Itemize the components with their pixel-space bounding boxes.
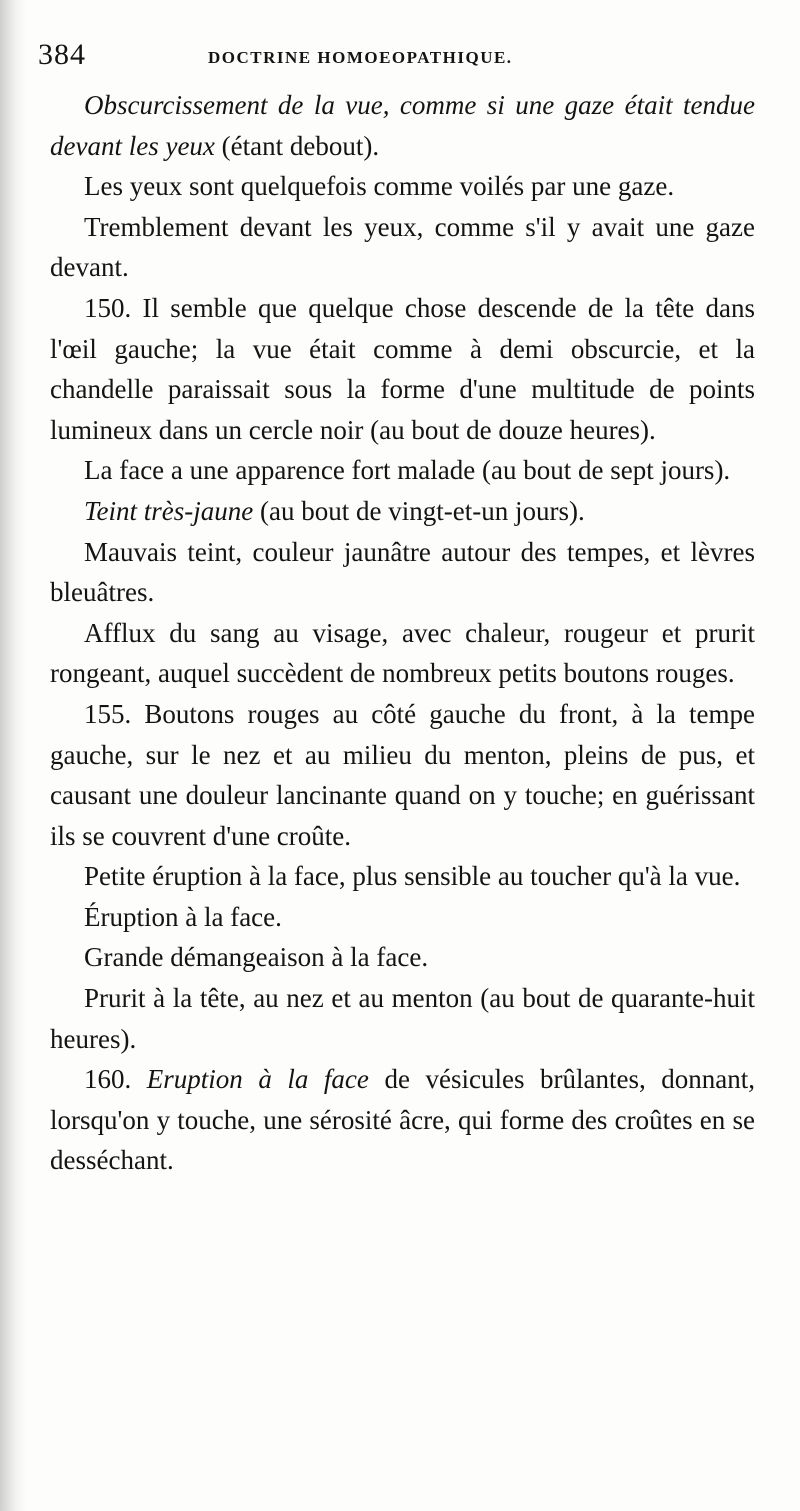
paragraph-text: (étant debout). xyxy=(214,130,380,161)
paragraph xyxy=(50,856,755,897)
italic-phrase: Eruption à la face xyxy=(146,1064,369,1095)
paragraph-text: 150. Il semble que quelque chose descende de la tête dans l'œil gauche; la vue était comme à demi obscurcie, et la chandelle paraissait sous la forme d'une multitude de points lumineux dans un cercle noir (au bout de douze heures). xyxy=(50,292,755,445)
italic-phrase: Obscurcissement de la vue, comme si une gaze était tendue devant les yeux xyxy=(50,90,755,161)
paragraph xyxy=(50,694,755,856)
paragraph xyxy=(50,978,755,1059)
paragraph-text: Éruption à la face. xyxy=(84,901,282,932)
paragraph xyxy=(50,613,755,694)
page-number: 384 xyxy=(38,38,86,71)
paragraph xyxy=(50,166,755,207)
paragraph xyxy=(50,491,755,532)
italic-phrase: Teint très-jaune xyxy=(84,495,254,526)
paragraph xyxy=(50,288,755,450)
running-head: DOCTRINE HOMOEOPATHIQUE. xyxy=(208,48,513,67)
page-header xyxy=(38,38,738,78)
paragraph-text: Les yeux sont quelquefois comme voilés par une gaze. xyxy=(84,171,675,202)
paragraph-text: (au bout de vingt-et-un jours). xyxy=(253,495,585,526)
paragraph-text: La face a une apparence fort malade (au bout de sept jours). xyxy=(84,455,731,486)
paragraph xyxy=(50,1059,755,1181)
paragraph xyxy=(50,532,755,613)
paragraph-text: Grande démangeaison à la face. xyxy=(84,942,429,973)
paragraph xyxy=(50,937,755,978)
paragraph-text: Mauvais teint, couleur jaunâtre autour des tempes, et lèvres bleuâtres. xyxy=(50,536,755,608)
paragraph xyxy=(50,207,755,288)
page-gutter-shadow xyxy=(0,0,26,1511)
paragraph xyxy=(50,85,755,166)
paragraph xyxy=(50,450,755,491)
paragraph-text: Afflux du sang au visage, avec chaleur, rougeur et prurit rongeant, auquel succèdent de nombreux petits boutons rouges. xyxy=(50,617,755,689)
paragraph xyxy=(50,897,755,938)
paragraph-text: de vésicules brûlantes, donnant, lorsqu'on y touche, une sérosité âcre, qui forme des croûtes en se desséchant. xyxy=(50,1064,755,1176)
body-text xyxy=(50,85,755,1181)
paragraph-number: 160. xyxy=(84,1064,147,1095)
paragraph-text: Prurit à la tête, au nez et au menton (au bout de quarante-huit heures). xyxy=(50,983,755,1054)
paragraph-text: Petite éruption à la face, plus sensible au toucher qu'à la vue. xyxy=(84,861,741,892)
paragraph-text: 155. Boutons rouges au côté gauche du front, à la tempe gauche, sur le nez et au milieu du menton, pleins de pus, et causant une douleur lancinante quand on y touche; en guérissant ils se couvrent d'une croûte. xyxy=(50,698,755,851)
paragraph-text: Tremblement devant les yeux, comme s'il y avait une gaze devant. xyxy=(50,211,755,283)
